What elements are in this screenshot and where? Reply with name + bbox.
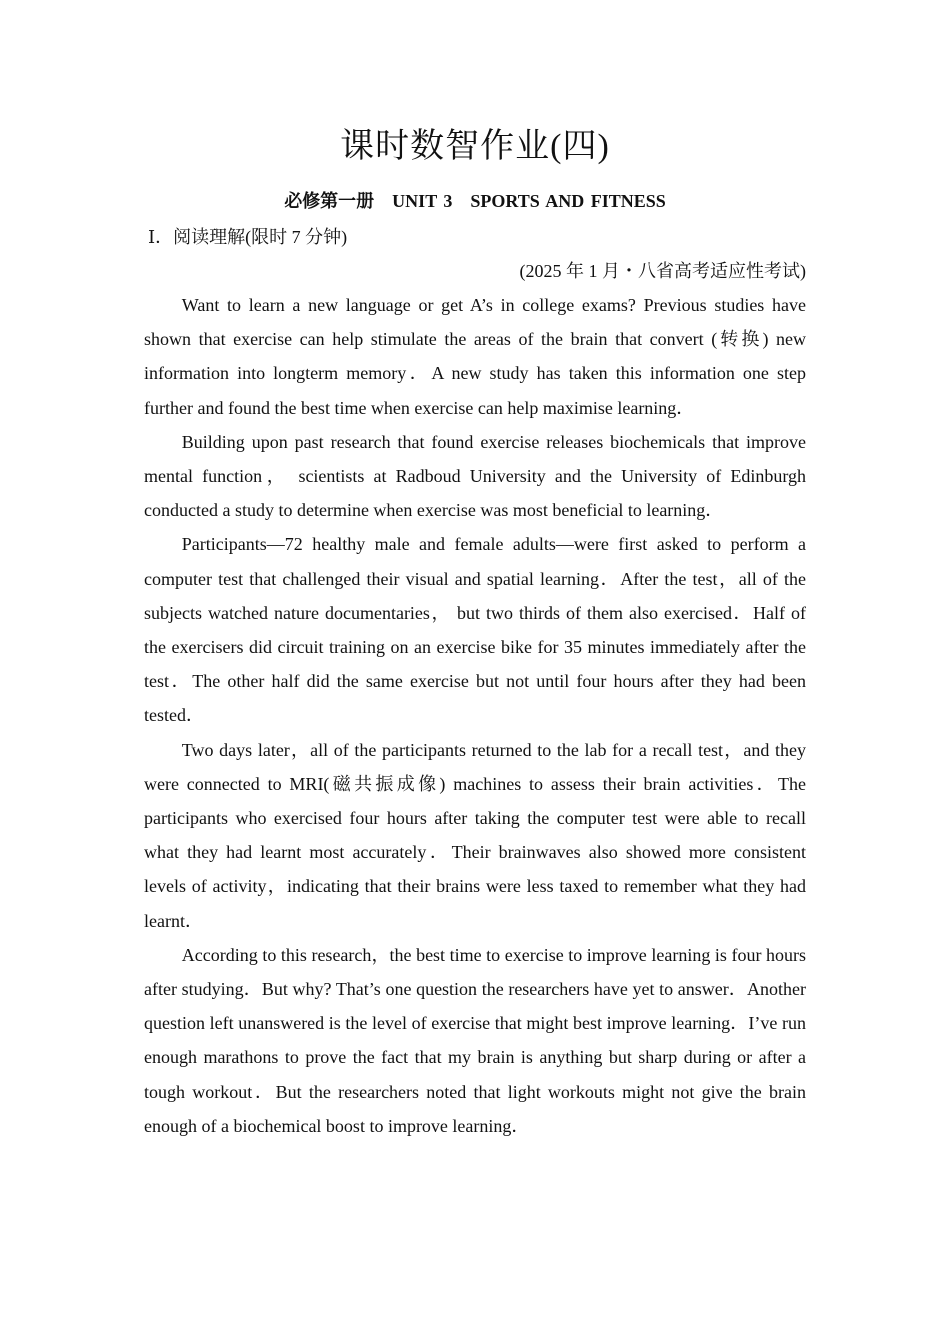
document-page bbox=[144, 122, 806, 1143]
unit-subtitle: 必修第一册 UNIT 3 SPORTS AND FITNESS bbox=[284, 191, 666, 211]
passage-paragraph-5: According to this research，the best time to exercise to improve learning is four hours after studying．But why? That’s one question the researchers have yet to answer．Another question left unanswered is the level of exercise that might best improve learning．I’ve run enough marathons to prove the fact that my brain is anything but sharp during or after a tough workout．But the researchers noted that light workouts might not give the brain enough of a biochemical boost to improve learning． bbox=[144, 944, 806, 1136]
section-heading: Ⅰ．阅读理解(限时 7 分钟) bbox=[148, 227, 348, 247]
page-title: 课时数智作业(四) bbox=[340, 128, 610, 165]
passage-paragraph-2: Building upon past research that found exercise releases biochemicals that improve mental function， scientists at Radboud University and the University of Edinburgh conducted a study to determine when exercise was most beneficial to learning． bbox=[144, 431, 806, 521]
passage-paragraph-4: Two days later，all of the participants returned to the lab for a recall test，and they were connected to MRI(磁共振成像) machines to assess their brain activities．The participants who exercised four hours after taking the computer test were able to recall what they had learnt most accurately．Their brainwaves also showed more consistent levels of activity，indicating that their brains were less taxed to remember what they had learnt． bbox=[144, 739, 806, 931]
passage-paragraph-3: Participants—72 healthy male and female adults—were first asked to perform a computer test that challenged their visual and spatial learning．After the test，all of the subjects watched nature documentaries， but two thirds of them also exercised．Half of the exercisers did circuit training on an exercise bike for 35 minutes immediately after the test．The other half did the same exercise but not until four hours after they had been tested． bbox=[144, 534, 806, 726]
exam-source: (2025 年 1 月・八省高考适应性考试) bbox=[519, 261, 806, 281]
passage-paragraph-1: Want to learn a new language or get A’s in college exams? Previous studies have shown that exercise can help stimulate the areas of the brain that convert (转换) new information into longterm memory．A new study has taken this information one step further and found the best time when exercise can help maximise learning． bbox=[144, 295, 806, 418]
